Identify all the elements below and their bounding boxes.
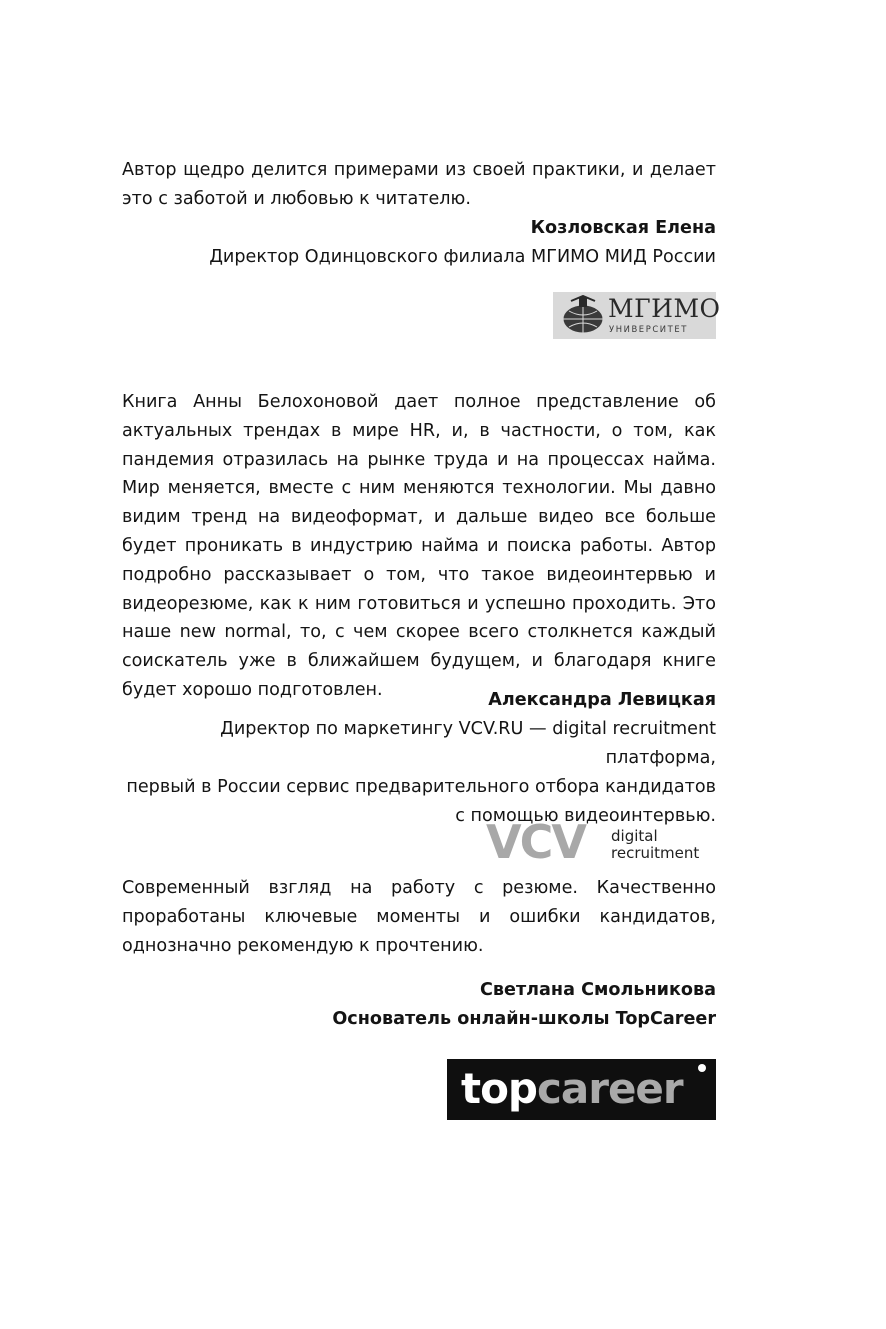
- vcv-logo: [486, 815, 708, 869]
- topcareer-wordmark: [461, 1064, 683, 1114]
- review-2-author: Александра Левицкая: [488, 690, 716, 710]
- review-2: [122, 388, 716, 705]
- topcareer-logo: [447, 1059, 716, 1120]
- review-1-text: Автор щедро делится примерами из своей практики, и делает это с заботой и любовью к читателю.: [122, 160, 716, 209]
- review-3-signature: [122, 976, 716, 1034]
- review-1-author: Козловская Елена: [530, 218, 716, 238]
- review-3-author: Светлана Смольникова: [480, 980, 716, 1000]
- review-3: [122, 874, 716, 960]
- mgimo-globe-icon: [557, 295, 609, 335]
- topcareer-part-career: career: [537, 1064, 683, 1113]
- mgimo-subtitle: УНИВЕРСИТЕТ: [609, 324, 688, 334]
- topcareer-dot-icon: [698, 1064, 706, 1072]
- review-2-position-line-2: первый в России сервис предварительного отбора кандидатов: [126, 777, 716, 797]
- vcv-tagline-line-1: digital: [611, 827, 658, 845]
- mgimo-logo: [553, 292, 721, 339]
- vcv-mark: VCV: [486, 815, 585, 869]
- topcareer-part-top: top: [461, 1064, 537, 1113]
- review-3-text: Современный взгляд на работу с резюме. Качественно проработаны ключевые моменты и ошибки кандидатов, однозначно рекомендую к прочтению.: [122, 878, 716, 956]
- review-3-position: Основатель онлайн-школы TopCareer: [332, 1009, 716, 1029]
- review-2-signature: [122, 686, 716, 831]
- mgimo-wordmark: МГИМО: [608, 294, 721, 323]
- review-2-text: Книга Анны Белохоновой дает полное представление об актуальных трендах в мире HR, и, в частности, о том, как пандемия отразилась на рынке труда и на процессах найма. Мир меняется, вместе с ним меняются технологии. Мы давно видим тренд на видеоформат, и дальше видео все больше будет проникать в индустрию найма и поиска работы. Автор подробно рассказывает о том, что такое видеоинтервью и видеорезюме, как к ним готовиться и успешно проходить. Это наше new normal, то, с чем скорее всего столкнется каждый соискатель уже в ближайшем будущем, и благодаря книге будет хорошо подготовлен.: [122, 392, 716, 700]
- review-2-position-line-3: с помощью видеоинтервью.: [455, 806, 716, 826]
- review-1-position: Директор Одинцовского филиала МГИМО МИД России: [209, 247, 716, 267]
- review-1-signature: [122, 214, 716, 272]
- vcv-tagline: [611, 828, 699, 862]
- review-2-position-line-1: Директор по маркетингу VCV.RU — digital recruitment платформа,: [220, 719, 716, 768]
- review-1: [122, 156, 716, 214]
- vcv-tagline-line-2: recruitment: [611, 844, 700, 862]
